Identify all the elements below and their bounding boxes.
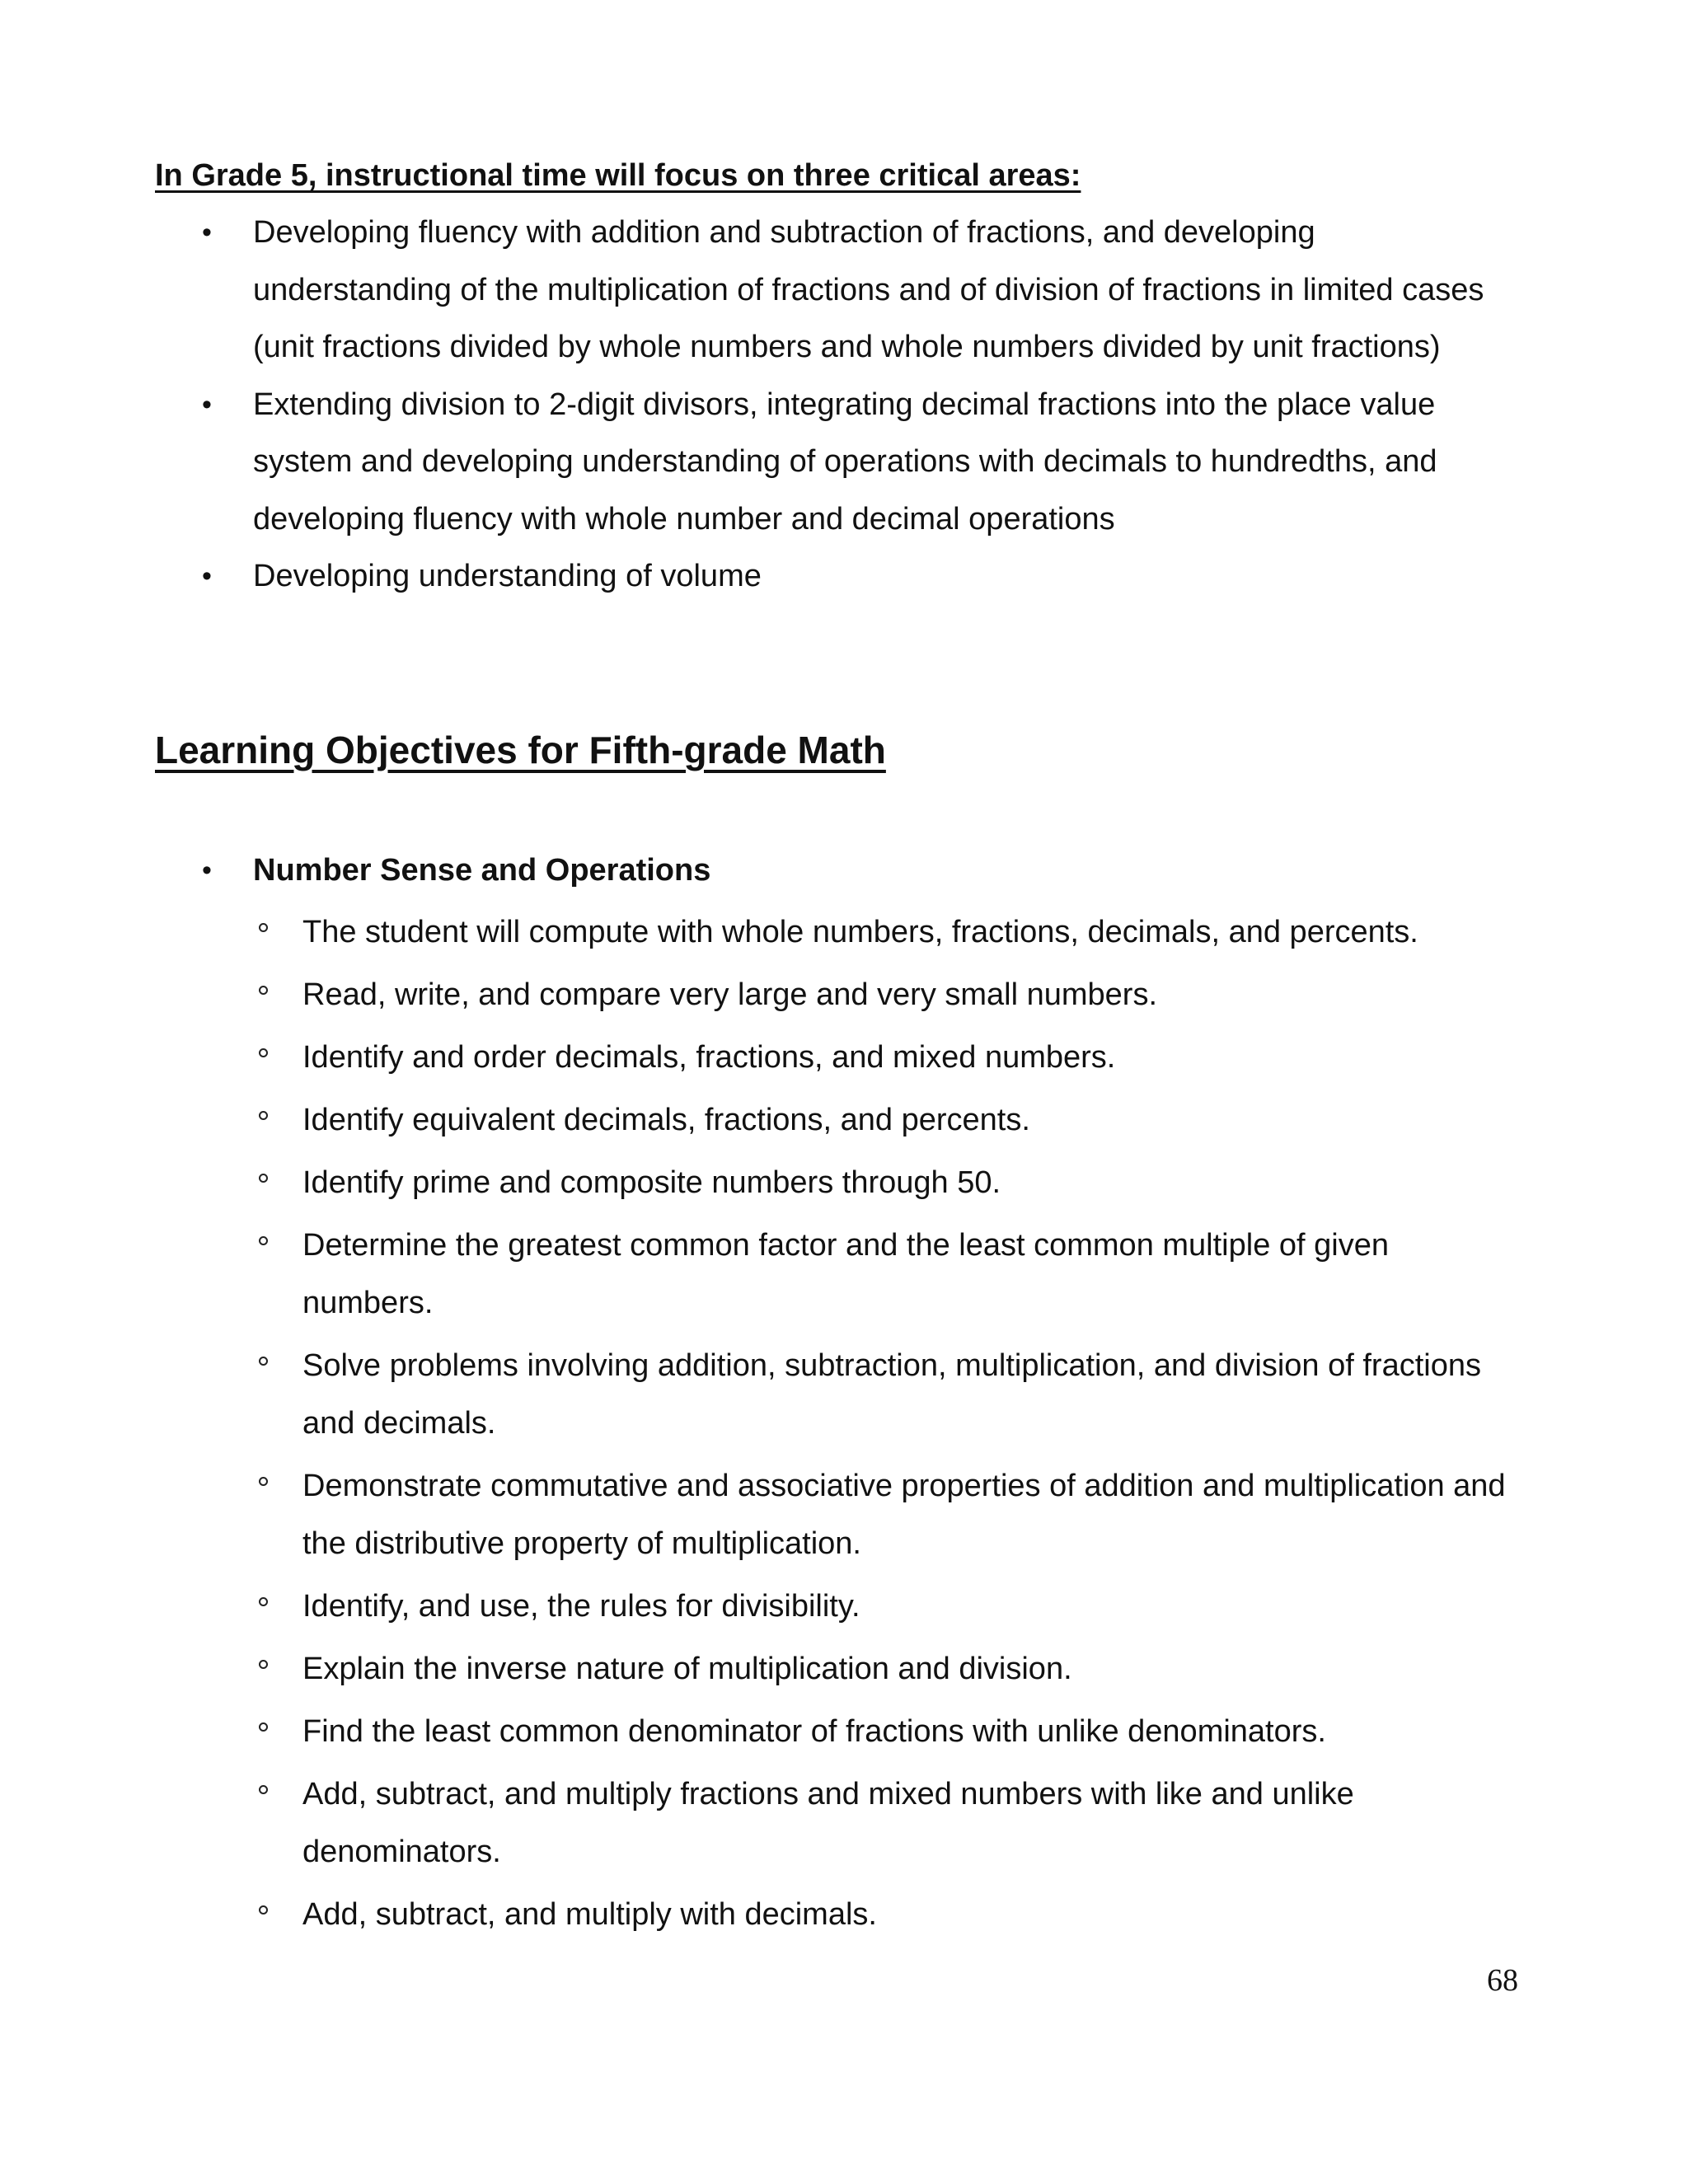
list-item-text: Developing fluency with addition and subtraction of fractions, and developing understanding of the multiplication of fractions and of division of fractions in limited cases (unit fractions divided by whole numbers and whole numbers divided by unit fractions): [253, 215, 1484, 364]
topic-title: Number Sense and Operations: [253, 853, 711, 888]
list-item: [0, 1337, 1688, 1452]
bullet-icon: •: [202, 217, 212, 248]
objective-text: Identify and order decimals, fractions, and mixed numbers.: [302, 1040, 1116, 1075]
intro-heading: In Grade 5, instructional time will focus on three critical areas:: [155, 158, 1081, 193]
objective-text: Read, write, and compare very large and very small numbers.: [302, 977, 1158, 1012]
objective-text: Find the least common denominator of fractions with unlike denominators.: [302, 1714, 1326, 1749]
list-item: [0, 1091, 1688, 1149]
hollow-bullet-icon: [259, 1597, 268, 1606]
section-heading: Learning Objectives for Fifth-grade Math: [155, 729, 886, 771]
list-item: [0, 548, 1688, 606]
bullet-icon: •: [202, 388, 212, 420]
objective-text: Identify equivalent decimals, fractions, and percents.: [302, 1103, 1030, 1137]
list-item: [0, 1886, 1688, 1943]
list-item: [0, 204, 1688, 377]
list-item: [0, 1216, 1688, 1332]
objective-text: Add, subtract, and multiply fractions and mixed numbers with like and unlike denominators.: [302, 1777, 1354, 1869]
hollow-bullet-icon: [259, 1660, 268, 1669]
hollow-bullet-icon: [259, 1111, 268, 1120]
objective-text: Determine the greatest common factor and the least common multiple of given numbers.: [302, 1228, 1389, 1320]
page-number: 68: [1487, 1963, 1518, 1998]
list-item: [0, 1457, 1688, 1572]
topic-item: [0, 846, 1688, 895]
list-item: [0, 1765, 1688, 1881]
list-item: [0, 1640, 1688, 1698]
objective-text: Identify, and use, the rules for divisibility.: [302, 1589, 860, 1624]
objective-text: The student will compute with whole numbers, fractions, decimals, and percents.: [302, 915, 1418, 949]
critical-areas-list: [0, 204, 1688, 606]
hollow-bullet-icon: [259, 1905, 268, 1915]
hollow-bullet-icon: [259, 986, 268, 995]
hollow-bullet-icon: [259, 1722, 268, 1732]
hollow-bullet-icon: [259, 1477, 268, 1486]
objective-text: Add, subtract, and multiply with decimals.: [302, 1897, 877, 1932]
bullet-icon: •: [202, 855, 212, 886]
list-item: [0, 377, 1688, 549]
list-item: [0, 1154, 1688, 1212]
hollow-bullet-icon: [259, 923, 268, 932]
hollow-bullet-icon: [259, 1785, 268, 1794]
hollow-bullet-icon: [259, 1357, 268, 1366]
objective-text: Solve problems involving addition, subtraction, multiplication, and division of fractions and decimals.: [302, 1348, 1481, 1441]
list-item-text: Developing understanding of volume: [253, 559, 762, 593]
list-item-text: Extending division to 2-digit divisors, integrating decimal fractions into the place value system and developing understanding of operations with decimals to hundredths, and developing fluency with whole number and decimal operations: [253, 387, 1437, 537]
hollow-bullet-icon: [259, 1236, 268, 1245]
list-item: [0, 1029, 1688, 1086]
objectives-list: [0, 903, 1688, 1948]
list-item: [0, 1703, 1688, 1760]
objective-text: Explain the inverse nature of multiplication and division.: [302, 1652, 1072, 1686]
list-item: [0, 1577, 1688, 1635]
hollow-bullet-icon: [259, 1174, 268, 1183]
bullet-icon: •: [202, 560, 212, 592]
objective-text: Identify prime and composite numbers through 50.: [302, 1165, 1001, 1200]
hollow-bullet-icon: [259, 1048, 268, 1057]
objective-text: Demonstrate commutative and associative properties of addition and multiplication and the distributive property of multiplication.: [302, 1469, 1506, 1561]
list-item: [0, 903, 1688, 961]
list-item: [0, 966, 1688, 1024]
